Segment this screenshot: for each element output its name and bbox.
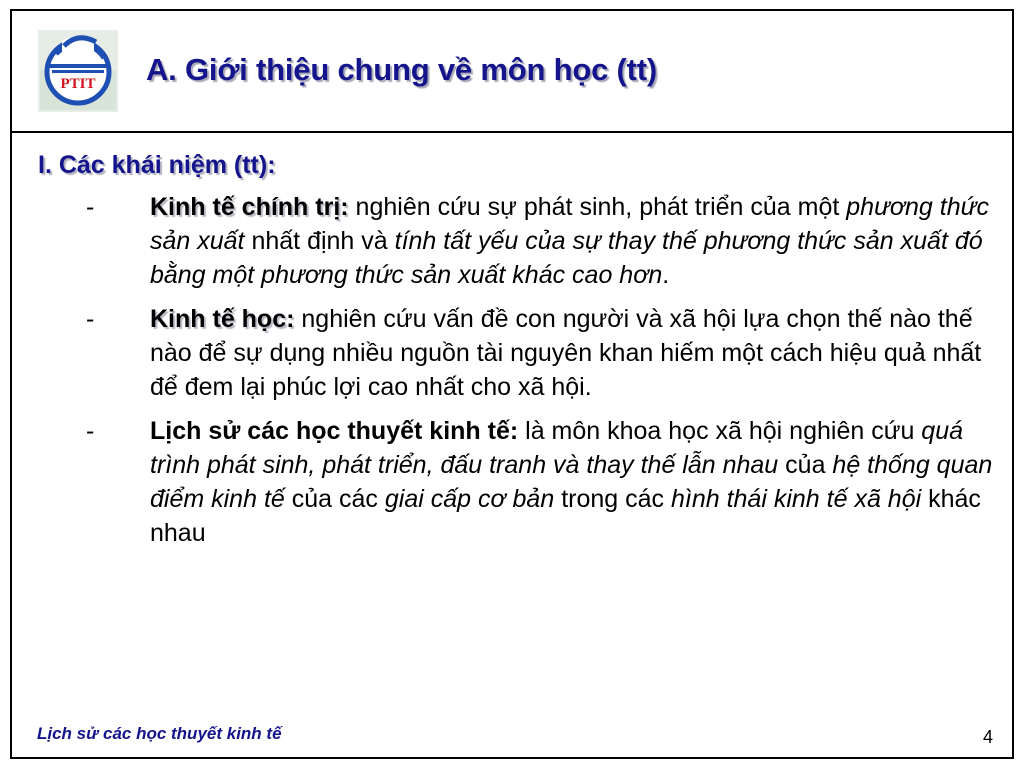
- section-heading: I. Các khái niệm (tt):: [38, 151, 276, 179]
- bullet-text: trong các: [554, 485, 671, 513]
- bullet-dash: -: [86, 193, 95, 221]
- bullet-term: Lịch sử các học thuyết kinh tế:: [150, 417, 519, 445]
- slide-content: [38, 150, 993, 550]
- bullet-text: khác nhau: [150, 485, 981, 547]
- slide-title: A. Giới thiệu chung về môn học (tt): [146, 52, 658, 87]
- bullet-dash: -: [86, 417, 95, 445]
- ptit-logo-icon: [38, 30, 118, 112]
- bullet-text: của: [778, 451, 833, 479]
- bullet-emphasis: phương thức sản xuất: [150, 193, 989, 255]
- bullet-term: Kinh tế học:: [150, 305, 295, 333]
- header-divider: [10, 131, 1014, 133]
- page-number: 4: [983, 727, 994, 747]
- bullet-emphasis: quá trình phát sinh, phát triển, đấu tranh và thay thế lẫn nhau: [150, 417, 964, 479]
- svg-text:PTIT: PTIT: [60, 76, 96, 92]
- bullet-item: [38, 414, 993, 550]
- bullet-text: nhất định và: [244, 227, 395, 255]
- bullet-item: [38, 190, 993, 292]
- bullet-dash: -: [86, 305, 95, 333]
- bullet-emphasis: giai cấp cơ bản: [384, 485, 555, 513]
- bullet-text: nghiên cứu vấn đề con người và xã hội lựa chọn thế nào thế nào để sự dụng nhiều nguồn tài nguyên khan hiếm một cách hiệu quả nhất để đem lại phúc lợi cao nhất cho xã hội.: [150, 305, 982, 401]
- bullet-emphasis: tính tất yếu của sự thay thế phương thức sản xuất đó bằng một phương thức sản xuất khác cao hơn: [150, 227, 983, 289]
- bullet-emphasis: hệ thống quan điểm kinh tế: [150, 451, 993, 513]
- bullet-text: nghiên cứu sự phát sinh, phát triển của một: [348, 193, 847, 221]
- bullet-term: Kinh tế chính trị:: [150, 193, 349, 221]
- bullet-text: của các: [284, 485, 385, 513]
- bullet-text: .: [662, 261, 670, 289]
- bullet-text: là môn khoa học xã hội nghiên cứu: [518, 417, 922, 445]
- bullet-emphasis: hình thái kinh tế xã hội: [670, 485, 922, 513]
- footer-course-name: Lịch sử các học thuyết kinh tế: [37, 724, 282, 743]
- bullet-list: [38, 190, 993, 550]
- bullet-item: [38, 302, 993, 404]
